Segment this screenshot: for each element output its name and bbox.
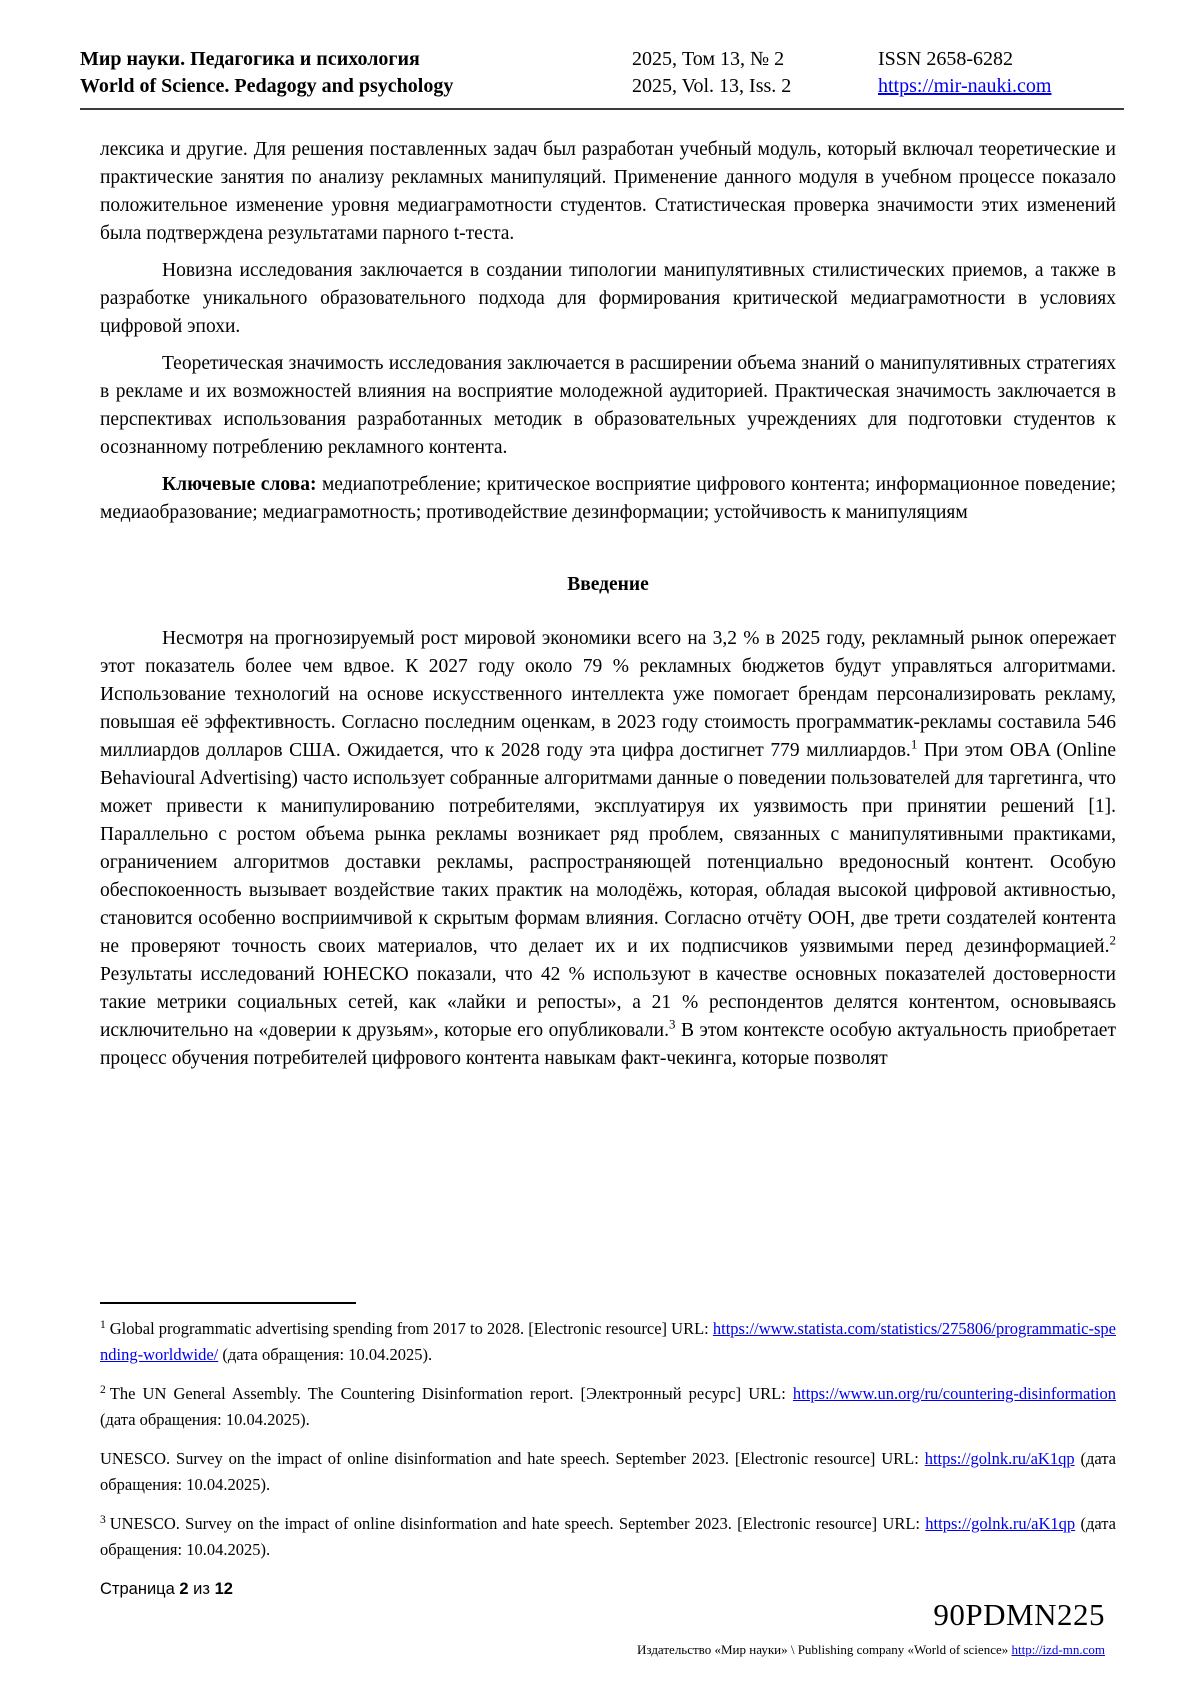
- footnote-1-suffix: (дата обращения: 10.04.2025).: [218, 1345, 433, 1364]
- abstract-paragraph-continuation: лексика и другие. Для решения поставленных задач был разработан учебный модуль, который включал теоретические и практические занятия по анализу рекламных манипуляций. Применение данного модуля в учебном процессе показало положительное изменение уровня медиаграмотности студентов. Статистическая проверка значимости этих изменений была подтверждена результатами парного t-теста.: [100, 139, 1116, 244]
- footnote-3-suffix: (дата обращения: 10.04.2025).: [100, 1514, 1116, 1559]
- footnote-2-text: The UN General Assembly. The Countering Disinformation report. [Электронный ресурс] URL:: [109, 1384, 793, 1403]
- keywords-label: Ключевые слова:: [162, 474, 317, 495]
- abstract-paragraph-significance: Теоретическая значимость исследования заключается в расширении объема знаний о манипулятивных стратегиях в рекламе и их возможностей влияния на восприятие молодежной аудиторией. Практическая значимость заключается в перспективах использования разработанных методик в образовательных учреждениях для подготовки студентов к осознанному потреблению рекламного контента.: [100, 353, 1116, 458]
- journal-title-ru: Мир науки. Педагогика и психология: [80, 48, 420, 70]
- issn-number: ISSN 2658-6282: [878, 48, 1014, 70]
- footnote-2-suffix: (дата обращения: 10.04.2025).: [100, 1410, 310, 1429]
- footnote-3-link[interactable]: https://golnk.ru/aK1qp: [925, 1514, 1076, 1533]
- document-code: 90PDMN225: [933, 1597, 1105, 1632]
- footnote-3-number: 3: [100, 1513, 106, 1526]
- page-total: 12: [214, 1580, 233, 1598]
- issn-block: [878, 46, 1124, 100]
- keywords-text: медиапотребление; критическое восприятие цифрового контента; информационное поведение; медиаобразование; медиаграмотность; противодействие дезинформации; устойчивость к манипуляциям: [100, 474, 1116, 523]
- footnote-2-number: 2: [100, 1383, 106, 1396]
- footnote-unesco-unnumbered: [100, 1446, 1116, 1498]
- footnote-2: [100, 1381, 1116, 1433]
- footnote-separator: [100, 1302, 356, 1304]
- keywords-paragraph: [100, 471, 1116, 527]
- footnote-3: [100, 1511, 1116, 1563]
- abstract-paragraph-novelty: Новизна исследования заключается в создании типологии манипулятивных стилистических приемов, а также в разработке уникального образовательного подхода для формирования критической медиаграмотности в условиях цифровой эпохи.: [100, 260, 1116, 337]
- footnote-3-text: UNESCO. Survey on the impact of online disinformation and hate speech. September 2023. [Electronic resource] URL:: [109, 1514, 926, 1533]
- footnote-1-link[interactable]: https://www.statista.com/statistics/275806/programmatic-spending-worldwide/: [100, 1319, 1116, 1364]
- introduction-paragraph: [100, 625, 1116, 1073]
- issue-info-ru: 2025, Том 13, № 2: [632, 48, 785, 70]
- footnote-ref-1[interactable]: 1: [910, 736, 918, 752]
- introduction-segment-3: Результаты исследований ЮНЕСКО показали, что 42 % используют в качестве основных показателей достоверности такие метрики социальных сетей, как «лайки и репосты», а 21 % респондентов делятся контентом, основываясь исключительно на «доверии к друзьям», которые его опубликовали.: [100, 964, 1116, 1041]
- publisher-line: [637, 1642, 1105, 1658]
- journal-title-block: [80, 46, 632, 100]
- publisher-text: Издательство «Мир науки» \ Publishing company «World of science»: [637, 1642, 1012, 1657]
- publisher-site-link[interactable]: http://izd-mn.com: [1011, 1642, 1105, 1657]
- footnote-unnumbered-suffix: (дата обращения: 10.04.2025).: [100, 1449, 1116, 1494]
- page-word: Страница: [100, 1580, 175, 1598]
- journal-title-en: World of Science. Pedagogy and psychology: [80, 75, 454, 97]
- footnote-2-link[interactable]: https://www.un.org/ru/countering-disinformation: [792, 1384, 1116, 1403]
- introduction-segment-2: При этом OBA (Online Behavioural Advertising) часто использует собранные алгоритмами данные о поведении пользователей для таргетинга, что может привести к манипулированию потребителями, эксплуатируя их уязвимость при принятии решений [1]. Параллельно с ростом объема рынка рекламы возникает ряд проблем, связанных с манипулятивными практиками, ограничением алгоритмов доставки рекламы, распространяющей потенциально вредоносный контент. Особую обеспокоенность вызывает воздействие таких практик на молодёжь, которая, обладая высокой цифровой активностью, становится особенно восприимчивой к скрытым формам влияния. Согласно отчёту ООН, две трети создателей контента не проверяют точность своих материалов, что делает их и их подписчиков уязвимыми перед дезинформацией.: [100, 740, 1116, 957]
- footnote-1-text: Global programmatic advertising spending from 2017 to 2028. [Electronic resource] URL:: [109, 1319, 713, 1338]
- page-header: [80, 46, 1124, 110]
- footnote-unnumbered-link[interactable]: https://golnk.ru/aK1qp: [924, 1449, 1075, 1468]
- article-body: [100, 136, 1116, 1082]
- introduction-segment-4: В этом контексте особую актуальность приобретает процесс обучения потребителей цифрового контента навыкам факт-чекинга, которые позволят: [100, 1020, 1116, 1069]
- footnotes-section: [100, 1302, 1116, 1576]
- journal-site-link[interactable]: https://mir-nauki.com: [878, 75, 1052, 97]
- footnote-ref-2[interactable]: 2: [1109, 932, 1116, 948]
- page-counter: [100, 1580, 233, 1599]
- footnote-ref-3[interactable]: 3: [668, 1016, 676, 1032]
- issue-info-block: [632, 46, 878, 100]
- issue-info-en: 2025, Vol. 13, Iss. 2: [632, 75, 792, 97]
- section-heading-introduction: Введение: [567, 574, 649, 595]
- page-current: 2: [179, 1580, 189, 1598]
- footnote-unnumbered-text: UNESCO. Survey on the impact of online disinformation and hate speech. September 2023. [Electronic resource] URL:: [100, 1449, 925, 1468]
- introduction-segment-1: Несмотря на прогнозируемый рост мировой экономики всего на 3,2 % в 2025 году, рекламный рынок опережает этот показатель более чем вдвое. К 2027 году около 79 % рекламных бюджетов будут управляться алгоритмами. Использование технологий на основе искусственного интеллекта уже помогает брендам персонализировать рекламу, повышая её эффективность. Согласно последним оценкам, в 2023 году стоимость программатик-рекламы составила 546 миллиардов долларов США. Ожидается, что к 2028 году эта цифра достигнет 779 миллиардов.: [100, 628, 1116, 761]
- footnote-1: [100, 1316, 1116, 1368]
- footnote-1-number: 1: [100, 1318, 106, 1331]
- of-word: из: [193, 1580, 210, 1598]
